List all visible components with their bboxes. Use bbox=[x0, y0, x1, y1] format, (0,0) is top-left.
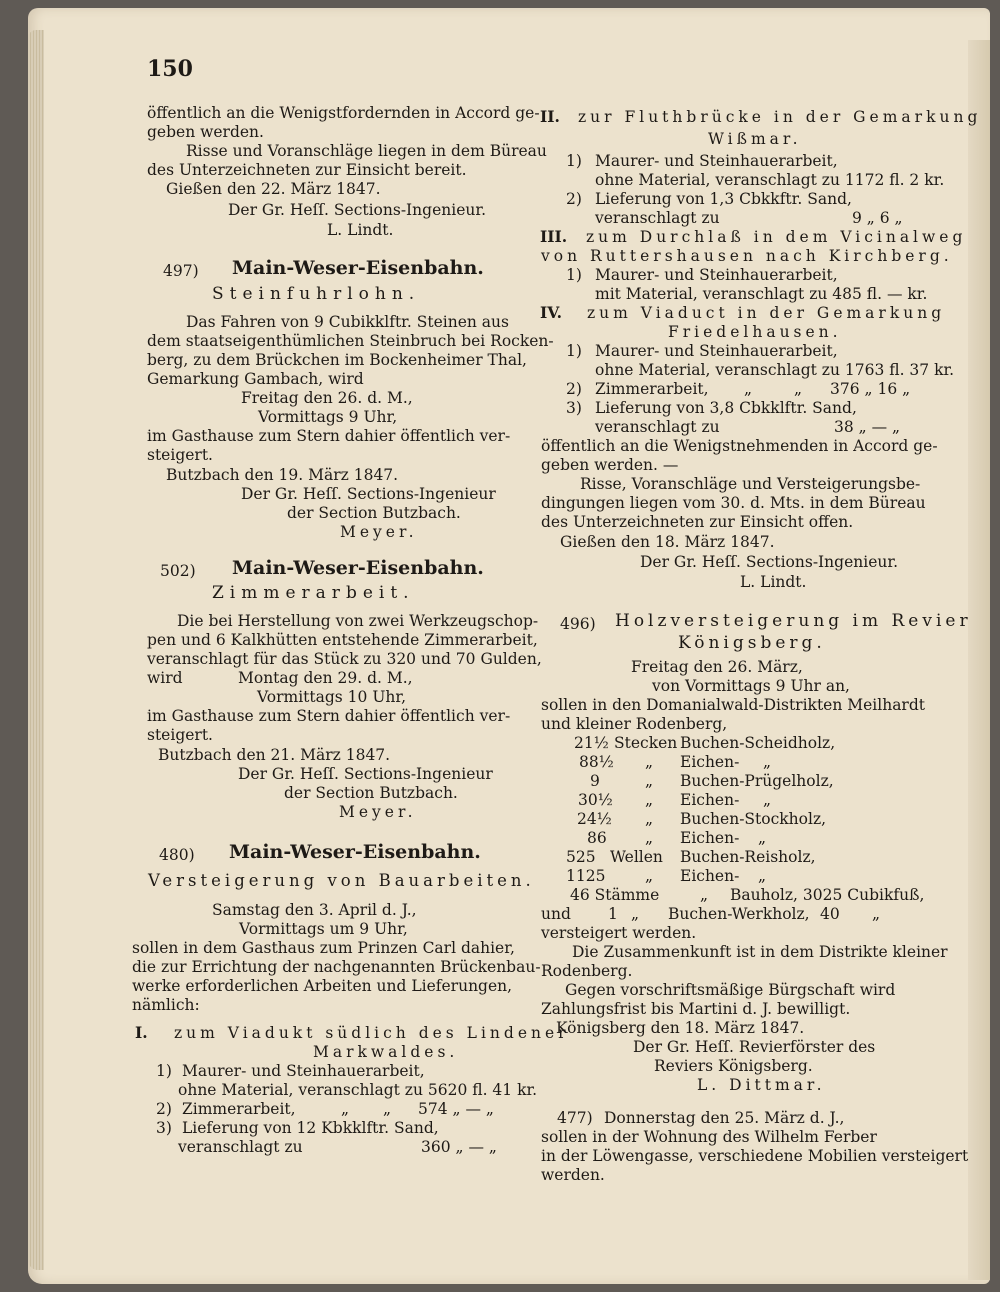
wood-type: Eichen- bbox=[680, 829, 740, 847]
item-number: 2) bbox=[566, 190, 582, 208]
section-heading: Wißmar. bbox=[708, 130, 802, 148]
text-line: Das Fahren von 9 Cubikklftr. Steinen aus bbox=[186, 313, 509, 331]
page-edges bbox=[28, 30, 44, 1270]
wood-type: Eichen- bbox=[680, 753, 740, 771]
ditto-mark: „ bbox=[744, 380, 753, 398]
item-number: 1) bbox=[566, 152, 582, 170]
section-heading: von Ruttershausen nach Kirchberg. bbox=[541, 247, 953, 265]
text-line: Freitag den 26. März, bbox=[631, 658, 803, 676]
text-line: Freitag den 26. d. M., bbox=[241, 389, 413, 407]
text-line: geben werden. — bbox=[541, 456, 679, 474]
signature-line: der Section Butzbach. bbox=[287, 504, 461, 522]
amount: 9 „ 6 „ bbox=[852, 209, 903, 227]
text-line: von Vormittags 9 Uhr an, bbox=[652, 677, 850, 695]
right-page-edge bbox=[968, 40, 990, 1280]
text-line: Die bei Herstellung von zwei Werkzeugschop- bbox=[177, 612, 539, 630]
text-line: mit Material, veranschlagt zu 485 fl. — kr. bbox=[595, 285, 928, 303]
item-number: 1) bbox=[566, 342, 582, 360]
text-line: dingungen liegen vom 30. d. Mts. in dem Büreau bbox=[541, 494, 926, 512]
ditto-mark: „ bbox=[645, 829, 654, 847]
text-line: und kleiner Rodenberg, bbox=[541, 715, 728, 733]
text-line: werke erforderlichen Arbeiten und Lieferungen, bbox=[132, 977, 513, 995]
text-line: Vormittags um 9 Uhr, bbox=[239, 920, 408, 938]
notice-heading: Main-Weser-Eisenbahn. bbox=[232, 257, 484, 279]
section-numeral: III. bbox=[540, 227, 568, 246]
notice-number: 496) bbox=[560, 615, 596, 633]
section-heading: zur Fluthbrücke in der Gemarkung bbox=[578, 108, 982, 126]
item-number: 2) bbox=[156, 1100, 172, 1118]
wood-type: Bauholz, 3025 Cubikfuß, bbox=[730, 886, 925, 904]
text-line: Risse, Voranschläge und Versteigerungsbe- bbox=[580, 475, 921, 493]
signature-name: Meyer. bbox=[339, 803, 417, 821]
ditto-mark: „ bbox=[631, 905, 640, 923]
wood-type: Eichen- bbox=[680, 867, 740, 885]
text-line: steigert. bbox=[147, 446, 213, 464]
text-line: Risse und Voranschläge liegen in dem Büreau bbox=[186, 142, 547, 160]
wood-quantity: 21½ bbox=[574, 734, 609, 752]
wood-type: Eichen- bbox=[680, 791, 740, 809]
notice-number: 480) bbox=[159, 846, 195, 864]
wood-unit: Wellen bbox=[610, 848, 663, 866]
text-line: sollen in dem Gasthaus zum Prinzen Carl dahier, bbox=[132, 939, 515, 957]
wood-quantity: 88½ bbox=[579, 753, 614, 771]
section-heading: Friedelhausen. bbox=[668, 323, 842, 341]
section-numeral: II. bbox=[540, 107, 560, 126]
text-line: steigert. bbox=[147, 726, 213, 744]
item-number: 3) bbox=[156, 1119, 172, 1137]
text-line: im Gasthause zum Stern dahier öffentlich ver- bbox=[147, 427, 511, 445]
signature-name: Meyer. bbox=[340, 523, 418, 541]
text-line: veranschlagt zu bbox=[178, 1138, 303, 1156]
text-line: Maurer- und Steinhauerarbeit, bbox=[595, 342, 838, 360]
signature-title: Der Gr. Heſſ. Sections-Ingenieur bbox=[238, 765, 493, 783]
text-line: ohne Material, veranschlagt zu 1172 fl. 2 kr. bbox=[595, 171, 945, 189]
text-line: berg, zu dem Brückchen im Bockenheimer Thal, bbox=[147, 351, 527, 369]
text-line: Montag den 29. d. M., bbox=[238, 669, 413, 687]
section-heading: Markwaldes. bbox=[313, 1043, 459, 1061]
amount: 360 „ — „ bbox=[421, 1138, 497, 1156]
section-numeral: I. bbox=[135, 1023, 148, 1042]
notice-subheading: Zimmerarbeit. bbox=[212, 583, 415, 603]
text-line: Zimmerarbeit, bbox=[595, 380, 709, 398]
text-line: öffentlich an die Wenigstnehmenden in Accord ge- bbox=[541, 437, 938, 455]
ditto-mark: „ bbox=[383, 1100, 392, 1118]
section-heading: zum Durchlaß in dem Vicinalweg bbox=[586, 228, 967, 246]
text-line: Lieferung von 3,8 Cbkklftr. Sand, bbox=[595, 399, 857, 417]
wood-quantity: 9 bbox=[590, 772, 600, 790]
signature-title: Der Gr. Heſſ. Sections-Ingenieur. bbox=[640, 553, 898, 571]
notice-number: 477) bbox=[557, 1109, 593, 1127]
signature-title: Der Gr. Heſſ. Sections-Ingenieur. bbox=[228, 201, 486, 219]
wood-quantity: 1 bbox=[608, 905, 618, 923]
wood-type: Buchen-Stockholz, bbox=[680, 810, 827, 828]
page-number: 150 bbox=[147, 56, 193, 82]
text-line: Gegen vorschriftsmäßige Bürgschaft wird bbox=[565, 981, 896, 999]
notice-number: 502) bbox=[160, 562, 196, 580]
text-line: Lieferung von 1,3 Cbkkftr. Sand, bbox=[595, 190, 852, 208]
text-line: nämlich: bbox=[132, 996, 200, 1014]
wood-quantity: 525 bbox=[566, 848, 596, 866]
signature-title: Der Gr. Heſſ. Revierförster des bbox=[633, 1038, 876, 1056]
wood-quantity: 40 bbox=[820, 905, 840, 923]
section-heading: zum Viadukt südlich des Lindener bbox=[174, 1024, 570, 1042]
ditto-mark: „ bbox=[645, 791, 654, 809]
text-line: versteigert werden. bbox=[541, 924, 697, 942]
ditto-mark: „ bbox=[794, 380, 803, 398]
text-line: die zur Errichtung der nachgenannten Brückenbau- bbox=[132, 958, 541, 976]
wood-quantity: 1125 bbox=[566, 867, 606, 885]
text-line: pen und 6 Kalkhütten entstehende Zimmerarbeit, bbox=[147, 631, 538, 649]
notice-heading: Main-Weser-Eisenbahn. bbox=[229, 841, 481, 863]
wood-type: Buchen-Prügelholz, bbox=[680, 772, 834, 790]
text-line: und bbox=[541, 905, 571, 923]
wood-type: Buchen-Scheidholz, bbox=[680, 734, 836, 752]
wood-quantity: 30½ bbox=[578, 791, 613, 809]
text-line: Maurer- und Steinhauerarbeit, bbox=[595, 266, 838, 284]
text-line: Zahlungsfrist bis Martini d. J. bewilligt. bbox=[541, 1000, 851, 1018]
text-line: öffentlich an die Wenigstfordernden in Accord ge- bbox=[147, 104, 540, 122]
item-number: 2) bbox=[566, 380, 582, 398]
text-line: veranschlagt zu bbox=[595, 209, 720, 227]
text-line: ohne Material, veranschlagt zu 5620 fl. 41 kr. bbox=[178, 1081, 538, 1099]
wood-quantity: 46 Stämme bbox=[570, 886, 660, 904]
text-line: Butzbach den 19. März 1847. bbox=[166, 466, 399, 484]
signature-line: der Section Butzbach. bbox=[284, 784, 458, 802]
wood-quantity: 86 bbox=[587, 829, 607, 847]
text-line: im Gasthause zum Stern dahier öffentlich ver- bbox=[147, 707, 511, 725]
ditto-mark: „ bbox=[645, 772, 654, 790]
notice-subheading: Steinfuhrlohn. bbox=[212, 284, 421, 304]
text-line: Butzbach den 21. März 1847. bbox=[158, 746, 391, 764]
ditto-mark: „ bbox=[700, 886, 709, 904]
text-line: Rodenberg. bbox=[541, 962, 633, 980]
item-number: 1) bbox=[156, 1062, 172, 1080]
text-line: veranschlagt für das Stück zu 320 und 70 Gulden, bbox=[147, 650, 542, 668]
signature-name: L. Lindt. bbox=[740, 573, 807, 591]
signature-name: L. Dittmar. bbox=[697, 1076, 826, 1094]
text-line: Maurer- und Steinhauerarbeit, bbox=[182, 1062, 425, 1080]
wood-type: Buchen-Reisholz, bbox=[680, 848, 816, 866]
text-line: ohne Material, veranschlagt zu 1763 fl. 37 kr. bbox=[595, 361, 955, 379]
amount: 38 „ — „ bbox=[834, 418, 901, 436]
text-line: geben werden. bbox=[147, 123, 264, 141]
text-line: Vormittags 10 Uhr, bbox=[257, 688, 406, 706]
text-line: Maurer- und Steinhauerarbeit, bbox=[595, 152, 838, 170]
text-line: werden. bbox=[541, 1166, 605, 1184]
wood-quantity: 24½ bbox=[577, 810, 612, 828]
ditto-mark: „ bbox=[645, 867, 654, 885]
section-heading: zum Viaduct in der Gemarkung bbox=[587, 304, 946, 322]
amount: 376 „ 16 „ bbox=[830, 380, 911, 398]
text-line: Die Zusammenkunft ist in dem Distrikte kleiner bbox=[572, 943, 948, 961]
text-line: sollen in der Wohnung des Wilhelm Ferber bbox=[541, 1128, 877, 1146]
text-line: sollen in den Domanialwald-Distrikten Meilhardt bbox=[541, 696, 925, 714]
text-line: Gemarkung Gambach, wird bbox=[147, 370, 364, 388]
ditto-mark: „ bbox=[763, 791, 772, 809]
notice-heading: Main-Weser-Eisenbahn. bbox=[232, 557, 484, 579]
ditto-mark: „ bbox=[872, 905, 881, 923]
signature-name: L. Lindt. bbox=[327, 221, 394, 239]
ditto-mark: „ bbox=[763, 753, 772, 771]
text-line: Königsberg den 18. März 1847. bbox=[556, 1019, 805, 1037]
signature-title: Der Gr. Heſſ. Sections-Ingenieur bbox=[241, 485, 496, 503]
notice-number: 497) bbox=[163, 262, 199, 280]
text-line: Donnerstag den 25. März d. J., bbox=[604, 1109, 845, 1127]
notice-heading: Königsberg. bbox=[678, 633, 826, 653]
ditto-mark: „ bbox=[341, 1100, 350, 1118]
signature-line: Reviers Königsberg. bbox=[654, 1057, 813, 1075]
text-line: veranschlagt zu bbox=[595, 418, 720, 436]
ditto-mark: „ bbox=[645, 810, 654, 828]
text-line: in der Löwengasse, verschiedene Mobilien versteigert bbox=[541, 1147, 969, 1165]
text-line: Gießen den 18. März 1847. bbox=[560, 533, 775, 551]
text-line: des Unterzeichneten zur Einsicht bereit. bbox=[147, 161, 467, 179]
notice-heading: Holzversteigerung im Revier bbox=[615, 611, 972, 631]
text-line: des Unterzeichneten zur Einsicht offen. bbox=[541, 513, 854, 531]
text-line: dem staatseigenthümlichen Steinbruch bei Rocken- bbox=[147, 332, 554, 350]
ditto-mark: „ bbox=[758, 867, 767, 885]
ditto-mark: „ bbox=[645, 753, 654, 771]
section-numeral: IV. bbox=[540, 303, 562, 322]
wood-unit: Stecken bbox=[614, 734, 678, 752]
wood-type: Buchen-Werkholz, bbox=[668, 905, 810, 923]
item-number: 3) bbox=[566, 399, 582, 417]
amount: 574 „ — „ bbox=[418, 1100, 494, 1118]
text-line: Vormittags 9 Uhr, bbox=[258, 408, 398, 426]
item-number: 1) bbox=[566, 266, 582, 284]
ditto-mark: „ bbox=[758, 829, 767, 847]
notice-subheading: Versteigerung von Bauarbeiten. bbox=[148, 871, 535, 890]
text-line: Samstag den 3. April d. J., bbox=[212, 901, 417, 919]
text-line: Gießen den 22. März 1847. bbox=[166, 180, 381, 198]
text-line: Zimmerarbeit, bbox=[182, 1100, 296, 1118]
text-line: Lieferung von 12 Kbkklftr. Sand, bbox=[182, 1119, 439, 1137]
text-line: wird bbox=[147, 669, 183, 687]
